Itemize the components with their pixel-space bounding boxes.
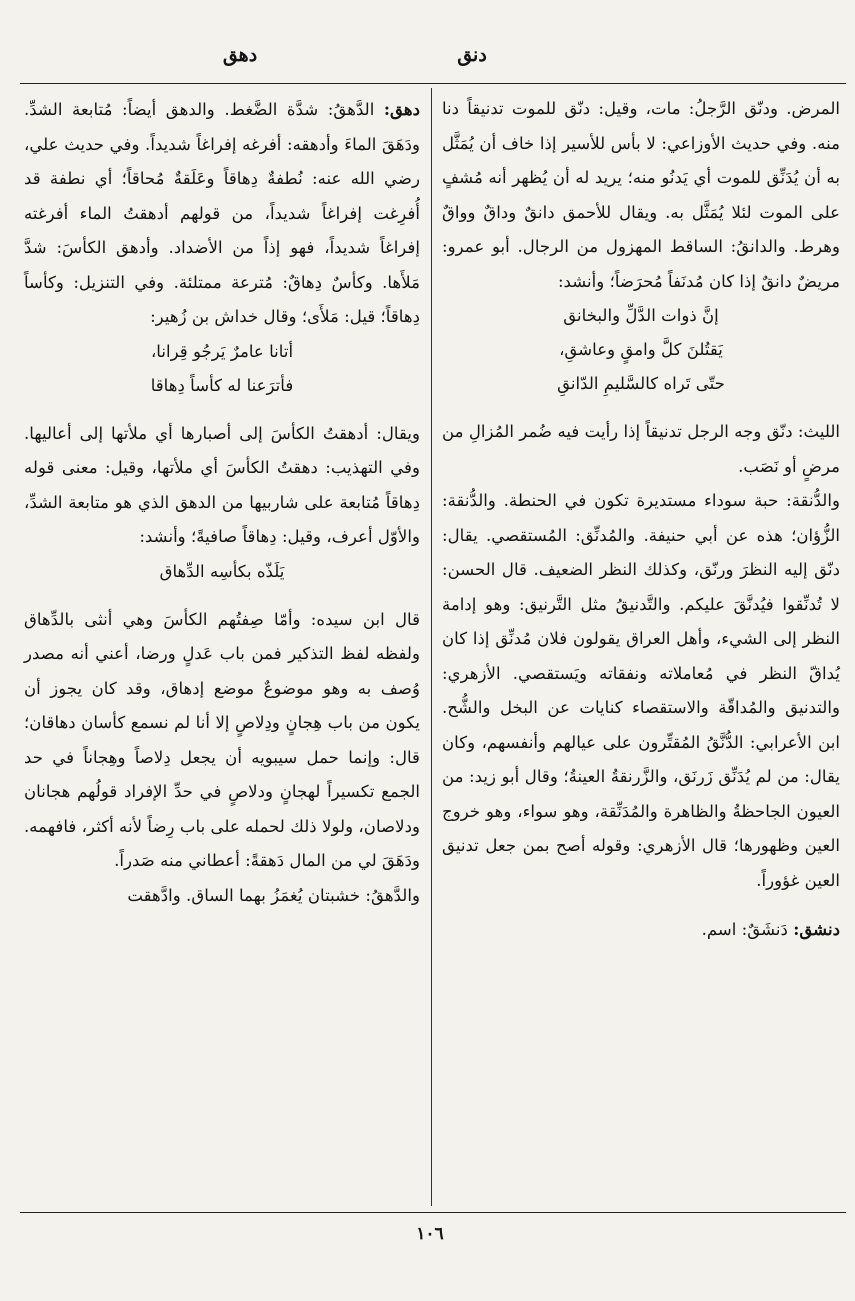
entry-text: والدُّنقة: حبة سوداء مستديرة تكون في الحنطة. والدُّنقة: الزُّؤان؛ هذه عن أبي حنيفة. والمُدنِّق: المُستقصي. يقال: دنّق إليه النظرَ ورنّق، وكذلك النظر الضعيف. قال الحسن: لا تُدنِّقوا فيُدنَّقَ عليكم. والتَّدنيقُ مثل التَّرنيق: وهو إدامة النظر إلى الشيء، وأهل العراق يقولون فلان مُدنِّق إذا كان يُداقّ النظر في مُعاملاته ونفقاته ويَستقصي. الأزهري: والتدنيق والمُداقّة والاستقصاء كنايات عن البخل والشُّح. ابن الأعرابي: الدُّنَّقُ المُقتِّرون على عيالهم وأنفسهم، وكان يقال: من لم يُدَنِّق زَرنَق، والزَّرنقةُ العينةُ؛ وقال أبو زيد: من العيون الجاحظةُ والظاهرة والمُدَنِّقة، وهو سواء، وهو خروج العين وظهورها؛ قال الأزهري: وقوله أصح بمن جعل تدنيق العين غؤوراً. (442, 491, 840, 890)
entry-text (24, 92, 420, 335)
column-divider (431, 88, 432, 1206)
entry-body: الدَّهقُ: شدَّة الضَّغط. والدهق أيضاً: مُتابعة الشدِّ. ودَهَقَ الماءَ وأدهقه: أفرغه إفراغاً شديداً. وفي حديث علي، رضي الله عنه: نُطفةٌ دِهاقاً وعَلَقةٌ مُحاقاً؛ أي نطفة قد أُفرِغت إفراغاً شديداً، من قولهم أدهقتُ الماء أفرغته إفراغاً شديداً، فهو إذاً من الأضداد. وأدهق الكأسَ: شدَّ مَلأَها. وكأسٌ دِهاقٌ: مُترعة ممتلئة. وفي التنزيل: وكأساً دِهاقاً؛ قيل: مَلأَى؛ وقال خداش بن زُهير: (24, 100, 420, 326)
top-rule (20, 83, 846, 84)
entry-text (442, 912, 840, 948)
verse-line: يَلَذّه بكأسِه الدِّهاق (159, 561, 285, 581)
entry-text: والدَّهقُ: خشبتان يُغمَزُ بهما الساق. وادَّهقت (127, 885, 420, 905)
entry-text: الليث: دنّق وجه الرجل تدنيقاً إذا رأيت فيه ضُمر المُزالِ من مرضٍ أو نَصَب. (442, 422, 840, 476)
headword: دنشق: (793, 919, 840, 939)
verse-line: فأترَعنا له كأساً دِهاقا (150, 375, 294, 395)
headword: دهق: (383, 99, 420, 119)
verse-line: أتانا عامرٌ يَرجُو قِرانا، (150, 341, 294, 361)
entry-text: المرض. ودنّق الرَّجلُ: مات، وقيل: دنّق للموت تدنيقاً دنا منه. وفي حديث الأوزاعي: لا بأس للأسير إذا خاف أن يُمَثَّل به أن يُدَنِّق للموت أي يَدنُو منه؛ يريد له أن يُظهر أنه مُشفٍ على الموت لئلا يُمَثَّل به. ويقال للأحمق دانقٌ وداقٌ وواقٌ وهرط. والدانقُ: الساقط المهزول من الرجال. أبو عمرو: مريضٌ دانقٌ إذا كان مُدنَفاً مُحرَضاً؛ وأنشد: (442, 99, 840, 291)
entry-text: قال ابن سيده: وأمّا صِفتُهم الكأسَ وهي أنثى بالدِّهاق ولفظه لفظ التذكير فمن باب عَدلٍ ورضا، أعني أنه مصدر وُصف به وهو موضوعٌ موضع إدهاق، وقد كان يجوز أن يكون من باب هِجانٍ ودِلاصٍ إلا أنا لم نسمع كأسان دهاقان؛ قال: وإنما حمل سيبويه أن يجعل دِلاصاً وهِجاناً في حد الجمع تكسيراً لهجانٍ ودلاصٍ في حدِّ الإفراد قولُهم هجانان ودلاصان، ولولا ذلك لحمله على باب رِضاً لأنه أكثر، فافهمه. ودَهَقَ لي من المال دَهقةً: أعطاني منه صَدراً. (24, 609, 420, 870)
page-number: ١٠٦ (416, 1224, 444, 1244)
verse-line: إنَّ ذوات الدَّلِّ والبخانق (563, 306, 719, 325)
entry-text: ويقال: أدهقتُ الكأسَ إلى أصبارها أي ملأتها إلى أعاليها. وفي التهذيب: دهقتُ الكأسَ أي ملأتها، وقيل: معنى قوله دِهاقاً مُتابعة على شاربيها من الدهق الذي هو متابعة الشدِّ، والأوّل أعرف، وقيل: دِهاقاً صافيةً؛ وأنشد: (24, 423, 420, 546)
bottom-rule (20, 1212, 846, 1213)
left-column (24, 92, 420, 913)
verse-line: حتّى تَراه كالسَّليمِ الدّانقِ (557, 374, 725, 393)
verse-line: يَقتُلنَ كلَّ وامقٍ وعاشقِ، (559, 340, 723, 359)
right-column (442, 92, 840, 948)
running-head-left: دهق (222, 44, 258, 66)
running-head-right: دنق (457, 44, 487, 66)
entry-body: دَنشَقٌ: اسم. (701, 920, 788, 939)
